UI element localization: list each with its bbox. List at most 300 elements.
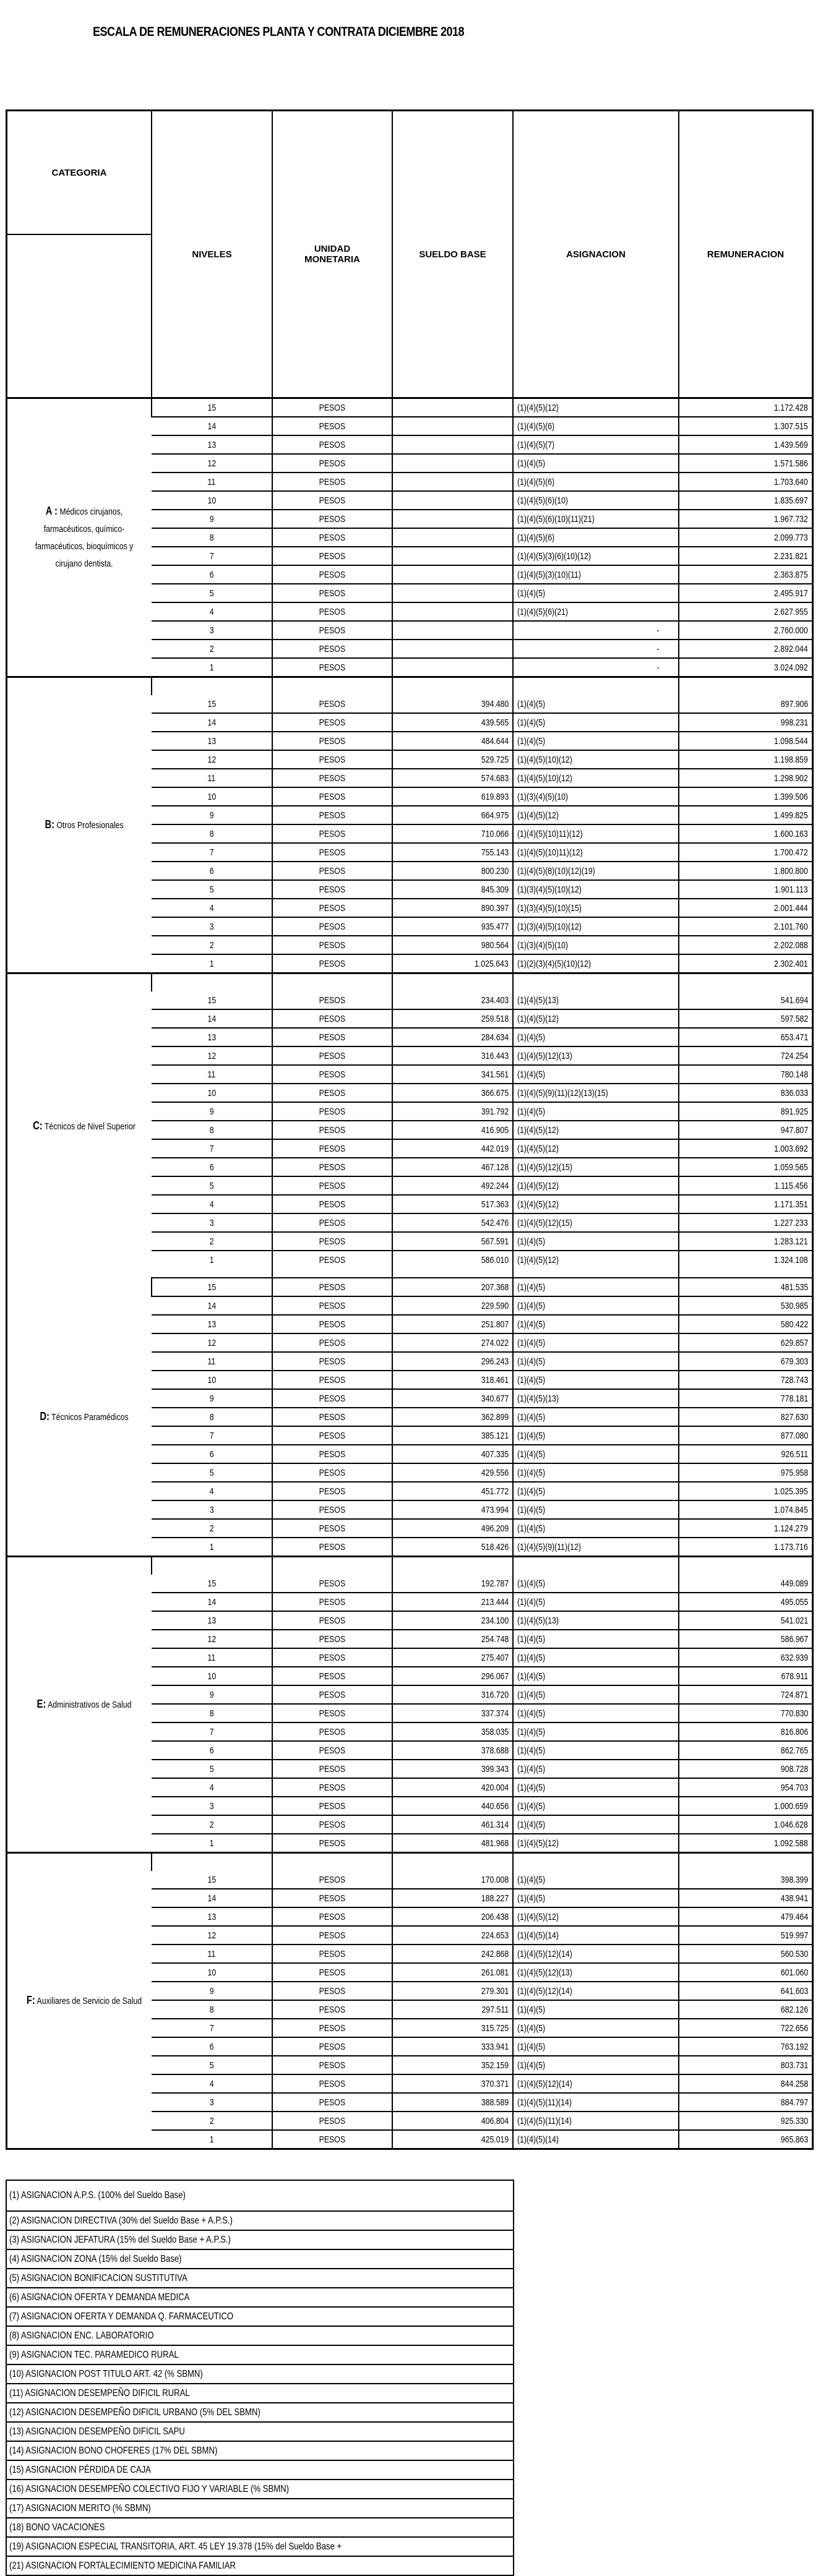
unidad-cell: PESOS [272,2019,392,2037]
asignacion-cell: (1)(4)(5) [513,1871,679,1889]
legend-item: (8) ASIGNACION ENC. LABORATORIO [7,2326,513,2345]
sueldo-base-cell: 461.314 [392,1815,513,1834]
unidad-cell: PESOS [272,1704,392,1722]
unidad-cell: PESOS [272,1593,392,1611]
remuneracion-cell: 862.765 [679,1741,812,1760]
nivel-cell: 15 [207,1578,216,1589]
asignacion-cell: (1)(4)(5) [513,454,679,473]
asignacion-cell: (1)(4)(5)(6) [513,417,679,435]
nivel-cell: 9 [152,806,272,824]
asignacion-cell: (1)(4)(5)(12) [513,1121,679,1139]
asignacion-cell: (1)(4)(5)(12) [513,1251,679,1269]
sueldo-base-cell: 529.725 [392,750,513,769]
nivel-cell: 12 [152,750,272,769]
asignacion-cell: (1)(4)(5)(12)(14) [513,1945,679,1963]
remuneracion-cell: 1.298.902 [679,769,812,787]
remuneracion-cell: 1.003.692 [679,1139,812,1158]
legend-item: (1) ASIGNACION A.P.S. (100% del Sueldo Base) [9,2190,186,2201]
blank-cell [152,677,272,696]
asignacion-cell: (1)(4)(5) [513,1500,679,1519]
sueldo-base-cell: 399.343 [392,1760,513,1778]
nivel-cell: 7 [152,1139,272,1158]
sueldo-base-cell: 366.675 [392,1084,513,1102]
remuneracion-cell: 2.202.088 [679,936,812,954]
remuneracion-cell: 678.911 [679,1667,812,1685]
remuneracion-cell: 2.892.044 [679,640,812,658]
remuneracion-cell: 1.700.472 [679,843,812,862]
remuneracion-cell: 724.254 [679,1046,812,1065]
sueldo-base-cell [392,491,513,510]
sueldo-base-cell: 229.590 [392,1296,513,1315]
remuneracion-cell: 2.363.875 [679,565,812,584]
remuneracion-cell: 947.807 [679,1121,812,1139]
nivel-cell: 2 [152,2112,272,2130]
sueldo-base-cell: 337.374 [392,1704,513,1722]
sueldo-base-cell: 316.443 [392,1046,513,1065]
nivel-cell: 5 [152,2056,272,2074]
unidad-cell: PESOS [272,1538,392,1557]
remuneracion-cell: 1.092.588 [679,1834,812,1853]
sueldo-base-cell: 473.994 [392,1500,513,1519]
remuneracion-cell: 803.731 [679,2056,812,2074]
asignacion-cell: (1)(4)(5)(12) [513,1907,679,1926]
blank-cell [272,1853,392,1872]
nivel-cell: 3 [152,917,272,936]
unidad-cell: PESOS [272,602,392,621]
sueldo-base-cell: 407.335 [392,1445,513,1463]
remuneracion-cell: 580.422 [679,1315,812,1333]
remuneracion-cell: 2.101.760 [679,917,812,936]
sueldo-base-cell: 297.511 [392,2000,513,2019]
sueldo-base-cell [392,435,513,454]
remuneracion-cell: 586.967 [679,1630,812,1648]
asignacion-cell: (1)(4)(5)(12)(13) [513,1046,679,1065]
sueldo-base-cell [392,640,513,658]
nivel-cell: 4 [152,2074,272,2093]
asignacion-cell: (1)(4)(5) [513,1315,679,1333]
unidad-cell: PESOS [272,2093,392,2112]
nivel-cell: 10 [152,787,272,806]
unidad-cell: PESOS [272,528,392,547]
asignacion-cell: (1)(4)(5)(14) [513,1926,679,1945]
nivel-cell: 4 [152,1778,272,1797]
remuneracion-cell: 724.871 [679,1685,812,1704]
remuneracion-cell: 954.703 [679,1778,812,1797]
nivel-cell: 2 [152,1232,272,1251]
blank-cell [152,1269,272,1278]
legend-item: (10) ASIGNACION POST TITULO ART. 42 (% SBMN) [7,2364,513,2383]
category-letter: D: [40,1410,49,1423]
unidad-cell: PESOS [272,1463,392,1482]
remuneracion-cell: 2.001.444 [679,899,812,917]
sueldo-base-cell [392,584,513,602]
category-letter: F: [26,1994,35,2006]
legend-item: (15) ASIGNACION PÉRDIDA DE CAJA [7,2460,513,2479]
asignacion-cell: (1)(4)(5)(6) [513,473,679,491]
blank-cell [513,677,679,696]
blank-cell [272,1269,392,1278]
legend-item: (6) ASIGNACION OFERTA Y DEMANDA MEDICA [7,2287,513,2306]
category-label [7,973,152,1278]
unidad-cell: PESOS [272,491,392,510]
unidad-cell: PESOS [272,787,392,806]
sueldo-base-cell: 420.004 [392,1778,513,1797]
remuneracion-cell: 926.511 [679,1445,812,1463]
asignacion-cell: (1)(4)(5)(11)(14) [513,2093,679,2112]
remuneracion-cell: 530.985 [679,1296,812,1315]
unidad-cell: PESOS [272,1195,392,1213]
unidad-cell: PESOS [272,2074,392,2093]
unidad-cell: PESOS [272,1158,392,1176]
nivel-cell: 7 [152,2019,272,2037]
asignacion-cell: (1)(4)(5)(3)(10)(11) [513,565,679,584]
asignacion-cell: (1)(4)(5) [513,1426,679,1445]
sueldo-base-cell: 586.010 [392,1251,513,1269]
asignacion-cell: (1)(4)(5)(12) [513,806,679,824]
category-letter: A : [45,505,58,517]
asignacion-cell: (1)(4)(5) [513,1593,679,1611]
sueldo-base-cell [392,621,513,640]
sueldo-base-cell: 341.561 [392,1065,513,1084]
asignacion-cell: (1)(4)(5) [513,584,679,602]
sueldo-base-cell: 316.720 [392,1685,513,1704]
remuneracion-cell: 1.901.113 [679,880,812,899]
unidad-cell: PESOS [272,1685,392,1704]
sueldo-base-cell: 451.772 [392,1482,513,1500]
unidad-cell: PESOS [272,2112,392,2130]
nivel-cell: 9 [152,1982,272,2000]
category-name: Técnicos Paramédicos [51,1411,129,1423]
unidad-cell: PESOS [272,417,392,435]
unidad-cell: PESOS [272,880,392,899]
remuneracion-cell: 449.089 [679,1575,812,1593]
remuneracion-cell: 925.330 [679,2112,812,2130]
sueldo-base-cell: 388.589 [392,2093,513,2112]
remuneracion-cell: 728.743 [679,1371,812,1389]
sueldo-base-cell [392,454,513,473]
asignacion-cell: (1)(3)(4)(5)(10) [513,787,679,806]
remuneracion-cell: 541.021 [679,1611,812,1630]
nivel-cell: 13 [152,435,272,454]
sueldo-base-cell: 481.968 [392,1834,513,1853]
unidad-cell: PESOS [272,1778,392,1797]
nivel-cell: 1 [152,1834,272,1853]
asignacion-cell: (1)(4)(5)(8)(10)(12)(19) [513,862,679,880]
sueldo-base-cell: 315.725 [392,2019,513,2037]
remuneracion-cell: 1.600.163 [679,824,812,843]
unidad-cell: PESOS [272,1963,392,1982]
asignacion-cell: (1)(4)(5) [513,1741,679,1760]
category-name: Otros Profesionales [56,820,124,831]
asignacion-cell: (1)(4)(5) [513,1722,679,1741]
remuneracion-cell: 1.703.640 [679,473,812,491]
remuneracion-cell: 1.025.395 [679,1482,812,1500]
legend-item: (18) BONO VACACIONES [7,2517,513,2536]
nivel-cell: 4 [152,1195,272,1213]
remuneracion-cell: 2.231.821 [679,547,812,565]
asignacion-cell: (1)(4)(5)(9)(11)(12)(13)(15) [513,1084,679,1102]
nivel-cell: 14 [152,713,272,732]
sueldo-base-cell: 467.128 [392,1158,513,1176]
nivel-cell: 15 [207,995,216,1006]
blank-cell [392,1269,513,1278]
nivel-cell: 2 [152,936,272,954]
sueldo-base-cell: 385.121 [392,1426,513,1445]
nivel-cell: 9 [152,1685,272,1704]
remuneracion-cell: 1.172.428 [679,398,812,417]
remuneracion-cell: 778.181 [679,1389,812,1408]
nivel-cell: 6 [152,862,272,880]
unidad-cell: PESOS [272,695,392,713]
nivel-cell: 15 [207,1874,216,1885]
header-niveles: NIVELES [152,111,272,398]
sueldo-base-cell: 890.397 [392,899,513,917]
sueldo-base-cell: 254.748 [392,1630,513,1648]
sueldo-base-cell [392,547,513,565]
nivel-cell: 7 [152,1722,272,1741]
sueldo-base-cell: 429.556 [392,1463,513,1482]
unidad-cell: PESOS [272,1482,392,1500]
asignacion-cell: (1)(4)(5)(10)11)(12) [513,824,679,843]
unidad-cell: PESOS [272,2037,392,2056]
asignacion-cell: (1)(4)(5) [513,1889,679,1907]
remuneracion-cell: 601.060 [679,1963,812,1982]
sueldo-base-cell: 442.019 [392,1139,513,1158]
sueldo-base-cell: 416.905 [392,1121,513,1139]
nivel-cell: 1 [152,658,272,677]
asignacion-cell: (1)(4)(5)(11)(14) [513,2112,679,2130]
nivel-cell: 15 [207,698,216,709]
nivel-cell: 11 [152,769,272,787]
category-letter: B: [45,818,55,831]
sueldo-base-cell: 440.656 [392,1797,513,1815]
sueldo-base-cell: 206.438 [392,1907,513,1926]
nivel-cell: 14 [152,1593,272,1611]
sueldo-base-cell: 518.426 [392,1538,513,1557]
sueldo-base-cell: 242.868 [392,1945,513,1963]
legend-item: (17) ASIGNACION MERITO (% SBMN) [7,2498,513,2517]
table-row [7,398,812,417]
unidad-cell: PESOS [272,1139,392,1158]
nivel-cell: 15 [152,398,272,417]
nivel-cell: 1 [152,954,272,973]
unidad-cell: PESOS [272,1926,392,1945]
asignacion-cell: (1)(4)(5) [513,695,679,713]
legend-item: (4) ASIGNACION ZONA (15% del Sueldo Base) [7,2249,513,2268]
legend-item: (16) ASIGNACION DESEMPEÑO COLECTIVO FIJO Y VARIABLE (% SBMN) [7,2479,513,2498]
remuneracion-cell: 632.939 [679,1648,812,1667]
nivel-cell: 9 [152,1389,272,1408]
unidad-cell: PESOS [272,1907,392,1926]
sueldo-base-cell: 394.480 [392,695,513,713]
asignacion-cell: (1)(4)(5) [513,1278,679,1296]
blank-cell [679,973,812,992]
header-row [7,111,812,234]
nivel-cell: 8 [152,1121,272,1139]
sueldo-base-cell: 1.025.643 [392,954,513,973]
sueldo-base-cell: 800.230 [392,862,513,880]
asignacion-cell: (1)(4)(5)(14) [513,2130,679,2148]
unidad-cell: PESOS [272,2000,392,2019]
blank-cell [679,1269,812,1278]
page-title: ESCALA DE REMUNERACIONES PLANTA Y CONTRATA DICIEMBRE 2018 [93,25,465,39]
nivel-cell: 2 [152,1815,272,1834]
nivel-cell: 6 [152,2037,272,2056]
unidad-cell: PESOS [272,1084,392,1102]
nivel-cell: 12 [152,1630,272,1648]
sueldo-base-cell: 318.461 [392,1371,513,1389]
nivel-cell: 11 [152,1945,272,1963]
remuneracion-cell: 1.115.456 [679,1176,812,1195]
remuneracion-cell: 653.471 [679,1028,812,1046]
sueldo-base-cell: 259.518 [392,1009,513,1028]
unidad-cell: PESOS [272,1065,392,1084]
unidad-cell: PESOS [272,1278,392,1296]
asignacion-cell: (1)(4)(5) [513,1371,679,1389]
nivel-cell: 13 [152,1611,272,1630]
nivel-cell: 2 [152,1519,272,1538]
nivel-cell: 1 [152,1251,272,1269]
nivel-cell: 13 [152,1907,272,1926]
remuneracion-cell: 1.171.351 [679,1195,812,1213]
asignacion-cell: (1)(3)(4)(5)(10)(12) [513,880,679,899]
nivel-cell: 13 [152,1028,272,1046]
sueldo-base-cell [392,658,513,677]
nivel-cell: 3 [152,1797,272,1815]
unidad-cell: PESOS [272,843,392,862]
asignacion-cell: (1)(4)(5) [513,2037,679,2056]
blank-cell [513,1557,679,1575]
sueldo-base-cell: 755.143 [392,843,513,862]
nivel-cell: 14 [152,1889,272,1907]
asignacion-cell: - [513,621,679,640]
blank-cell [272,1557,392,1575]
asignacion-cell: (1)(4)(5)(13) [513,1611,679,1630]
sueldo-base-cell: 980.564 [392,936,513,954]
sueldo-base-cell: 274.022 [392,1333,513,1352]
asignacion-cell: (1)(4)(5)(10)(12) [513,769,679,787]
blank-cell [513,1853,679,1872]
remuneracion-cell: 519.997 [679,1926,812,1945]
unidad-cell: PESOS [272,1251,392,1269]
blank-cell [679,677,812,696]
nivel-cell: 10 [152,1963,272,1982]
nivel-cell: 3 [152,1213,272,1232]
remuneracion-cell: 541.694 [679,991,812,1009]
nivel-cell: 8 [152,1408,272,1426]
unidad-cell: PESOS [272,1889,392,1907]
remuneracion-cell: 2.760.000 [679,621,812,640]
remuneracion-cell: 884.797 [679,2093,812,2112]
sueldo-base-cell: 567.591 [392,1232,513,1251]
unidad-cell: PESOS [272,806,392,824]
nivel-cell: 9 [152,510,272,528]
sueldo-base-cell: 358.035 [392,1722,513,1741]
category-label [7,1853,152,2149]
sueldo-base-cell [392,417,513,435]
remuneracion-cell: 682.126 [679,2000,812,2019]
nivel-cell: 6 [152,1741,272,1760]
remuneracion-cell: 1.307.515 [679,417,812,435]
unidad-cell: PESOS [272,1741,392,1760]
nivel-cell: 8 [152,2000,272,2019]
nivel-cell: 6 [152,1445,272,1463]
category-name: Médicos cirujanos, farmacéuticos, químico-farmacéuticos, bioquímicos y cirujano dentista. [35,507,134,569]
asignacion-cell: (1)(4)(5) [513,1760,679,1778]
asignacion-cell: (1)(4)(5) [513,1445,679,1463]
sueldo-base-cell: 496.209 [392,1519,513,1538]
sueldo-base-cell: 275.407 [392,1648,513,1667]
sueldo-base-cell: 439.565 [392,713,513,732]
unidad-cell: PESOS [272,1232,392,1251]
asignacion-cell: (1)(4)(5) [513,1296,679,1315]
nivel-cell: 11 [152,1065,272,1084]
asignacion-cell: (1)(4)(5) [513,1685,679,1704]
unidad-cell: PESOS [272,1009,392,1028]
unidad-cell: PESOS [272,1213,392,1232]
asignacion-cell: (1)(4)(5)(9)(11)(12) [513,1538,679,1557]
legend-item: (13) ASIGNACION DESEMPEÑO DIFICIL SAPU [7,2421,513,2441]
remuneracion-cell: 836.033 [679,1084,812,1102]
sueldo-base-cell: 224.653 [392,1926,513,1945]
nivel-cell: 7 [152,1426,272,1445]
asignacion-cell: (1)(4)(5)(10)(12) [513,750,679,769]
remuneracion-cell: 998.231 [679,713,812,732]
nivel-cell: 6 [152,565,272,584]
remuneracion-cell: 891.925 [679,1102,812,1121]
sueldo-base-cell [392,602,513,621]
nivel-cell: 1 [152,2130,272,2148]
unidad-cell: PESOS [272,454,392,473]
sueldo-base-cell: 192.787 [392,1575,513,1593]
unidad-cell: PESOS [272,732,392,750]
legend-item: (14) ASIGNACION BONO CHOFERES (17% DEL SBMN) [7,2441,513,2460]
unidad-cell: PESOS [272,398,392,417]
blank-cell [513,1269,679,1278]
legend-item: (9) ASIGNACION TEC. PARAMEDICO RURAL [7,2345,513,2364]
legend-item: (2) ASIGNACION DIRECTIVA (30% del Sueldo Base + A.P.S.) [7,2210,513,2230]
legend-item: (21) ASIGNACION FORTALECIMIENTO MEDICINA FAMILIAR [7,2556,513,2575]
nivel-cell: 5 [152,880,272,899]
nivel-cell: 3 [152,621,272,640]
unidad-cell: PESOS [272,1408,392,1426]
remuneracion-cell: 398.399 [679,1871,812,1889]
unidad-cell: PESOS [272,713,392,732]
nivel-cell: 8 [152,528,272,547]
unidad-cell: PESOS [272,750,392,769]
nivel-cell: 8 [152,1704,272,1722]
remuneracion-cell: 877.080 [679,1426,812,1445]
asignacion-cell: (1)(4)(5) [513,2000,679,2019]
sueldo-base-cell: 251.807 [392,1315,513,1333]
remuneracion-cell: 1.198.859 [679,750,812,769]
unidad-cell: PESOS [272,1315,392,1333]
category-label [7,398,152,677]
unidad-cell: PESOS [272,1028,392,1046]
remuneracion-cell: 1.835.697 [679,491,812,510]
unidad-cell: PESOS [272,510,392,528]
category-name: Técnicos de Nivel Superior [44,1121,136,1132]
unidad-cell: PESOS [272,1333,392,1352]
unidad-cell: PESOS [272,565,392,584]
remuneracion-cell: 1.098.544 [679,732,812,750]
asignacion-cell: (1)(4)(5)(12) [513,398,679,417]
unidad-cell: PESOS [272,1982,392,2000]
unidad-cell: PESOS [272,862,392,880]
unidad-cell: PESOS [272,1500,392,1519]
unidad-cell: PESOS [272,1046,392,1065]
table-row [7,1278,812,1296]
